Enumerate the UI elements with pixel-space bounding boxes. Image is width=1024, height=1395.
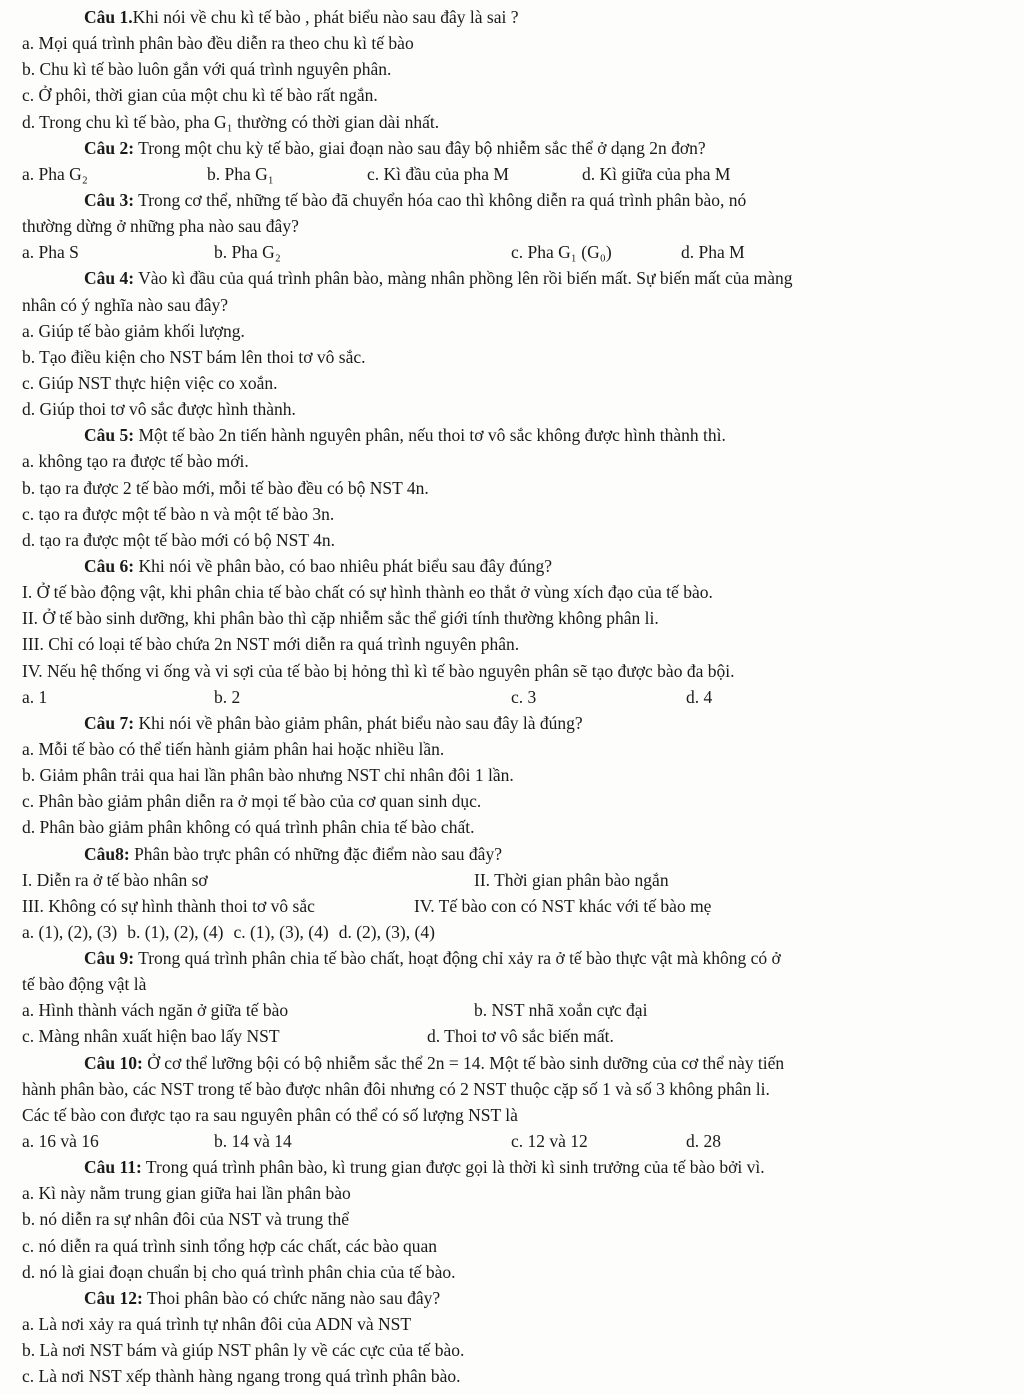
option-a: a. Pha S — [22, 242, 79, 263]
question-text: Trong quá trình phân chia tế bào chất, hoạt động chỉ xảy ra ở tế bào thực vật mà không có ở — [138, 948, 781, 969]
question-text-cont: tế bào động vật là — [22, 974, 147, 995]
statements-row — [22, 867, 997, 893]
option-b: b. tạo ra được 2 tế bào mới, mỗi tế bào đều có bộ NST 4n. — [22, 477, 429, 498]
options-row — [22, 161, 997, 187]
option-c: c. Phân bào giảm phân diễn ra ở mọi tế bào của cơ quan sinh dục. — [22, 791, 482, 812]
option-c: c. 12 và 12 — [511, 1131, 588, 1152]
question-text: Khi nói về phân bào, có bao nhiêu phát biểu sau đây đúng? — [138, 555, 553, 576]
statement-1: I. Ở tế bào động vật, khi phân chia tế bào chất có sự hình thành eo thắt ở vùng xích đạo của tế bào. — [22, 582, 713, 603]
question-5 — [22, 422, 997, 448]
option-a: a. Kì này nằm trung gian giữa hai lần phân bào — [22, 1183, 351, 1204]
worksheet — [22, 4, 997, 1389]
options-row — [22, 684, 997, 710]
option-d: d. 4 — [686, 686, 713, 707]
option-b: b. 2 — [214, 686, 241, 707]
option-c: c. Pha G₁ (G₀) — [511, 242, 612, 263]
option-a: a. không tạo ra được tế bào mới. — [22, 451, 249, 472]
option-c: c. 3 — [511, 686, 537, 707]
question-7 — [22, 710, 997, 736]
question-text: Một tế bào 2n tiến hành nguyên phân, nếu thoi tơ vô sắc không được hình thành thì. — [138, 425, 726, 446]
option-c: c. nó diễn ra quá trình sinh tổng hợp các chất, các bào quan — [22, 1235, 438, 1256]
question-label: Câu8: — [84, 843, 130, 864]
question-text: Ở cơ thể lưỡng bội có bộ nhiễm sắc thể 2n = 14. Một tế bào sinh dưỡng của cơ thể này tiến — [147, 1052, 785, 1073]
option-a: a. Là nơi xảy ra quá trình tự nhân đôi của ADN và NST — [22, 1314, 412, 1335]
option-c: c. Giúp NST thực hiện việc co xoắn. — [22, 372, 278, 393]
option-b: b. Giảm phân trải qua hai lần phân bào nhưng NST chỉ nhân đôi 1 lần. — [22, 765, 514, 786]
question-label: Câu 9: — [84, 948, 135, 969]
statement-2: II. Ở tế bào sinh dưỡng, khi phân bào thì cặp nhiễm sắc thể giới tính thường không phân li. — [22, 608, 659, 629]
option-b: b. Pha G₁ — [207, 163, 274, 184]
options-row — [22, 1128, 997, 1154]
statement-3: III. Không có sự hình thành thoi tơ vô sắc — [22, 895, 315, 916]
question-text: Trong cơ thể, những tế bào đã chuyển hóa cao thì không diễn ra quá trình phân bào, nó — [138, 189, 747, 210]
question-label: Câu 12: — [84, 1287, 143, 1308]
question-label: Câu 11: — [84, 1157, 142, 1178]
options-row — [22, 1023, 997, 1049]
option-d: d. Kì giữa của pha M — [582, 163, 731, 184]
question-label: Câu 3: — [84, 189, 135, 210]
question-1 — [22, 4, 997, 30]
question-text: Trong quá trình phân bào, kì trung gian được gọi là thời kì sinh trưởng của tế bào bởi vì. — [145, 1157, 765, 1178]
question-6 — [22, 553, 997, 579]
statement-2: II. Thời gian phân bào ngắn — [474, 869, 669, 890]
option-d: d. 28 — [686, 1131, 721, 1152]
option-c: c. Là nơi NST xếp thành hàng ngang trong quá trình phân bào. — [22, 1366, 461, 1387]
statement-4: IV. Tế bào con có NST khác với tế bào mẹ — [414, 895, 712, 916]
question-label: Câu 1. — [84, 7, 133, 27]
options-row — [22, 919, 997, 945]
question-text-cont: nhân có ý nghĩa nào sau đây? — [22, 294, 229, 315]
question-2 — [22, 135, 997, 161]
question-11 — [22, 1154, 997, 1180]
statement-3: III. Chỉ có loại tế bào chứa 2n NST mới diễn ra quá trình nguyên phân. — [22, 634, 520, 655]
question-12 — [22, 1285, 997, 1311]
question-text: Thoi phân bào có chức năng nào sau đây? — [146, 1287, 441, 1308]
question-4 — [22, 265, 997, 291]
question-3 — [22, 187, 997, 213]
question-8 — [22, 841, 997, 867]
option-d: d. nó là giai đoạn chuẩn bị cho quá trình phân chia của tế bào. — [22, 1261, 456, 1282]
option-a: a. Giúp tế bào giảm khối lượng. — [22, 320, 245, 341]
option-d: d. Pha M — [681, 242, 745, 263]
option-c: c. (1), (3), (4) — [233, 921, 329, 942]
question-text: Vào kì đầu của quá trình phân bào, màng nhân phồng lên rồi biến mất. Sự biến mất của màng — [138, 268, 793, 289]
option-a: a. 1 — [22, 686, 48, 707]
question-9 — [22, 945, 997, 971]
options-row — [22, 997, 997, 1023]
option-a: a. (1), (2), (3) — [22, 921, 118, 942]
option-b: b. Pha G₂ — [214, 242, 281, 263]
option-b: b. Tạo điều kiện cho NST bám lên thoi tơ vô sắc. — [22, 346, 366, 367]
statement-4: IV. Nếu hệ thống vi ống và vi sợi của tế bào bị hỏng thì kì tế bào nguyên phân sẽ tạo được bào đa bội. — [22, 660, 735, 681]
option-a: a. 16 và 16 — [22, 1131, 99, 1152]
option-d: d. Giúp thoi tơ vô sắc được hình thành. — [22, 399, 296, 420]
question-text: Phân bào trực phân có những đặc điểm nào sau đây? — [134, 843, 502, 864]
option-a: a. Mọi quá trình phân bào đều diễn ra theo chu kì tế bào — [22, 33, 414, 54]
option-c: c. tạo ra được một tế bào n và một tế bào 3n. — [22, 503, 335, 524]
question-text: Khi nói về phân bào giảm phân, phát biểu nào sau đây là đúng? — [138, 712, 583, 733]
option-d: d. tạo ra được một tế bào mới có bộ NST 4n. — [22, 529, 335, 550]
question-label: Câu 7: — [84, 712, 135, 733]
question-label: Câu 10: — [84, 1052, 143, 1073]
option-a: a. Hình thành vách ngăn ở giữa tế bào — [22, 1000, 289, 1021]
option-b: b. nó diễn ra sự nhân đôi của NST và trung thể — [22, 1209, 350, 1230]
option-b: b. Chu kì tế bào luôn gắn với quá trình nguyên phân. — [22, 59, 392, 80]
question-text: Khi nói về chu kì tế bào , phát biểu nào sau đây là sai ? — [132, 7, 519, 27]
option-a: a. Pha G₂ — [22, 163, 88, 184]
option-b: b. 14 và 14 — [214, 1131, 292, 1152]
question-label: Câu 4: — [84, 268, 135, 289]
statements-row — [22, 893, 997, 919]
question-10 — [22, 1050, 997, 1076]
option-a: a. Mỗi tế bào có thể tiến hành giảm phân hai hoặc nhiều lần. — [22, 738, 445, 759]
option-c: c. Ở phôi, thời gian của một chu kì tế bào rất ngắn. — [22, 85, 378, 106]
option-b: b. Là nơi NST bám và giúp NST phân ly về các cực của tế bào. — [22, 1340, 465, 1361]
question-text: Trong một chu kỳ tế bào, giai đoạn nào sau đây bộ nhiễm sắc thể ở dạng 2n đơn? — [138, 137, 706, 158]
option-c: c. Màng nhân xuất hiện bao lấy NST — [22, 1026, 280, 1047]
option-d: d. Phân bào giảm phân không có quá trình phân chia tế bào chất. — [22, 817, 475, 838]
option-d: d. (2), (3), (4) — [338, 921, 435, 942]
options-row — [22, 239, 997, 265]
question-text-cont: Các tế bào con được tạo ra sau nguyên phân có thể có số lượng NST là — [22, 1104, 518, 1125]
option-b: b. (1), (2), (4) — [127, 921, 224, 942]
question-label: Câu 2: — [84, 137, 135, 158]
question-text-cont: thường dừng ở những pha nào sau đây? — [22, 216, 299, 237]
option-c: c. Kì đầu của pha M — [367, 163, 509, 184]
option-b: b. NST nhã xoắn cực đại — [474, 1000, 648, 1021]
question-text-cont: hành phân bào, các NST trong tế bào được nhân đôi nhưng có 2 NST thuộc cặp số 1 và số 3 không phân li. — [22, 1078, 770, 1099]
statement-1: I. Diễn ra ở tế bào nhân sơ — [22, 869, 208, 890]
question-label: Câu 6: — [84, 555, 135, 576]
option-d: d. Thoi tơ vô sắc biến mất. — [427, 1026, 614, 1047]
question-label: Câu 5: — [84, 425, 135, 446]
option-d: d. Trong chu kì tế bào, pha G₁ thường có thời gian dài nhất. — [22, 111, 440, 132]
